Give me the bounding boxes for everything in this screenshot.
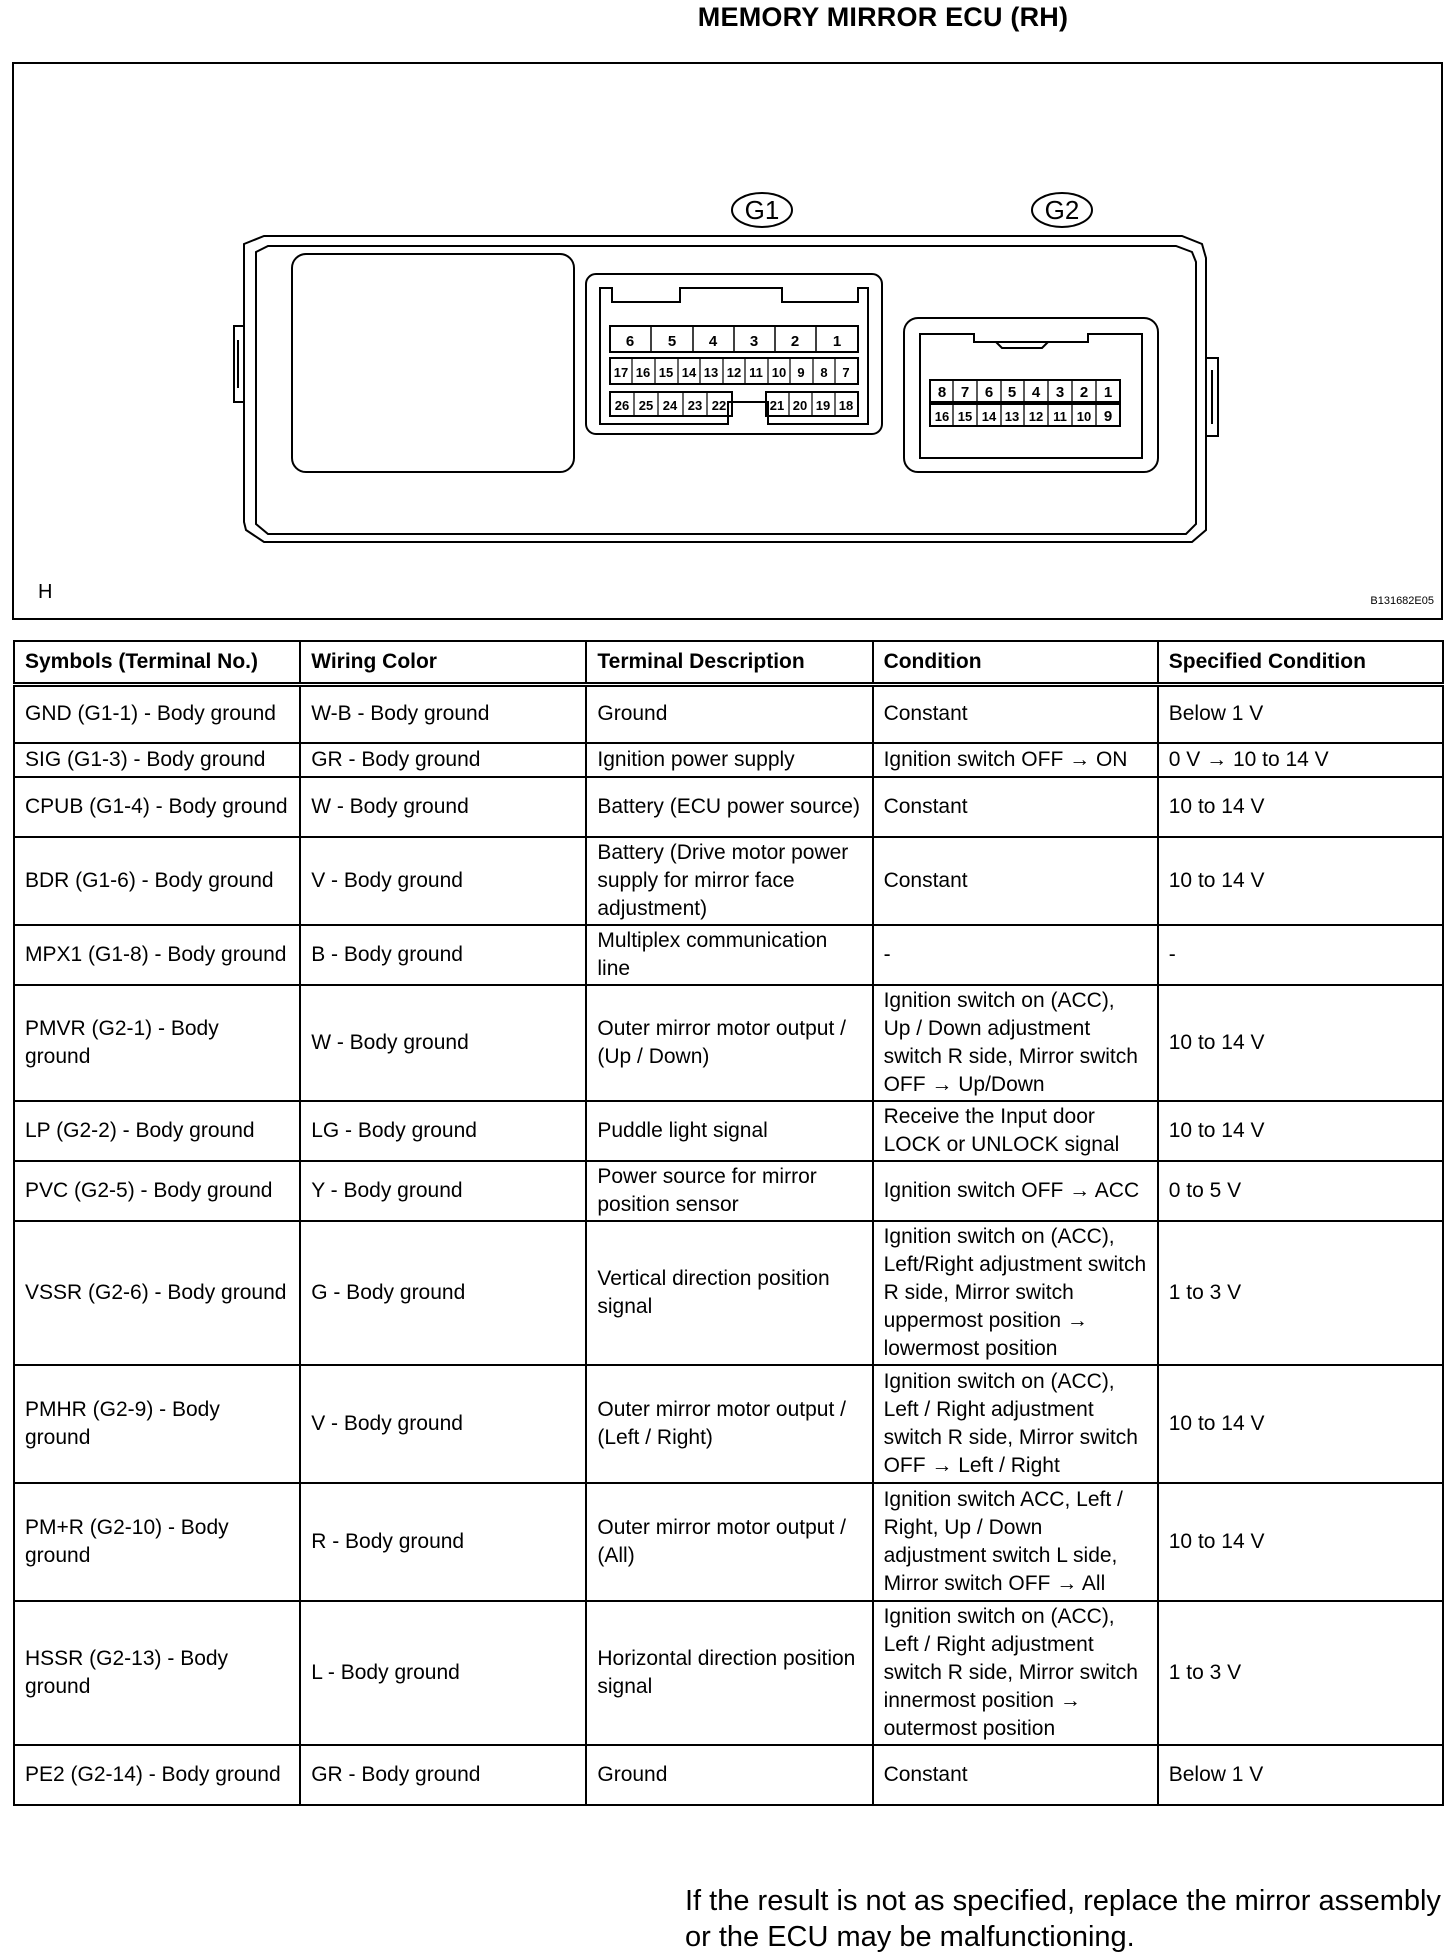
wiring-cell: GR - Body ground	[300, 743, 586, 777]
condition-cell: Constant	[873, 837, 1158, 925]
condition-cell: Constant	[873, 777, 1158, 837]
wiring-cell: R - Body ground	[300, 1483, 586, 1601]
symbol-cell: LP (G2-2) - Body ground	[14, 1101, 300, 1161]
symbol-cell: GND (G1-1) - Body ground	[14, 685, 300, 743]
specified-cell: 0 V → 10 to 14 V	[1158, 743, 1443, 777]
pin-label: 12	[726, 365, 742, 380]
pin-label: 4	[708, 333, 718, 350]
specified-cell: 10 to 14 V	[1158, 837, 1443, 925]
table-row	[14, 1221, 1443, 1365]
condition-cell: -	[873, 925, 1158, 985]
table-row	[14, 985, 1443, 1101]
pin-label: 7	[842, 365, 850, 380]
g2-callout-label: G2	[1044, 195, 1080, 225]
column-header: Wiring Color	[300, 641, 586, 685]
table-row	[14, 685, 1443, 743]
condition-cell: Ignition switch on (ACC), Left/Right adjustment switch R side, Mirror switch uppermost position → lowermost position	[873, 1221, 1158, 1365]
pin-label: 2	[1079, 384, 1089, 401]
description-cell: Battery (ECU power source)	[586, 777, 872, 837]
pin-label: 5	[1007, 384, 1017, 401]
table-row	[14, 1101, 1443, 1161]
result-note: If the result is not as specified, replace the mirror assembly or the ECU may be malfunctioning.	[685, 1885, 1441, 1953]
specified-cell: -	[1158, 925, 1443, 985]
table-row	[14, 837, 1443, 925]
specified-cell: 10 to 14 V	[1158, 1483, 1443, 1601]
figure-frame	[13, 63, 1442, 619]
description-cell: Ground	[586, 1745, 872, 1805]
pin-label: 23	[687, 398, 703, 413]
terminal-spec-table	[13, 640, 1444, 1806]
pin-label: 20	[792, 398, 808, 413]
condition-cell: Receive the Input door LOCK or UNLOCK signal	[873, 1101, 1158, 1161]
wiring-cell: W-B - Body ground	[300, 685, 586, 743]
pin-label: 26	[614, 398, 630, 413]
description-cell: Outer mirror motor output / (Left / Right)	[586, 1365, 872, 1483]
wiring-cell: Y - Body ground	[300, 1161, 586, 1221]
specified-cell: 1 to 3 V	[1158, 1601, 1443, 1745]
pin-label: 1	[832, 333, 842, 350]
specified-cell: 10 to 14 V	[1158, 985, 1443, 1101]
table-row	[14, 777, 1443, 837]
pin-label: 5	[667, 333, 677, 350]
table-row	[14, 1745, 1443, 1805]
pin-label: 17	[613, 365, 629, 380]
page-title: MEMORY MIRROR ECU (RH)	[697, 2, 1069, 32]
connector-figure	[12, 62, 1443, 620]
pin-label: 6	[625, 333, 635, 350]
symbol-cell: PM+R (G2-10) - Body ground	[14, 1483, 300, 1601]
wiring-cell: W - Body ground	[300, 777, 586, 837]
pin-label: 22	[711, 398, 727, 413]
pin-label: 13	[1004, 409, 1020, 424]
symbol-cell: HSSR (G2-13) - Body ground	[14, 1601, 300, 1745]
pin-label: 7	[960, 384, 970, 401]
description-cell: Outer mirror motor output / (Up / Down)	[586, 985, 872, 1101]
pin-label: 9	[797, 365, 805, 380]
symbol-cell: PE2 (G2-14) - Body ground	[14, 1745, 300, 1805]
column-header: Specified Condition	[1158, 641, 1443, 685]
table-row	[14, 1365, 1443, 1483]
pin-label: 3	[1055, 384, 1065, 401]
description-cell: Ground	[586, 685, 872, 743]
table-row	[14, 1161, 1443, 1221]
column-header: Terminal Description	[586, 641, 872, 685]
pin-label: 11	[1053, 409, 1067, 424]
condition-cell: Constant	[873, 1745, 1158, 1805]
wiring-cell: W - Body ground	[300, 985, 586, 1101]
g1-callout-label: G1	[744, 195, 780, 225]
pin-label: 16	[635, 365, 651, 380]
wiring-cell: GR - Body ground	[300, 1745, 586, 1805]
pin-label: 24	[662, 398, 678, 413]
table-row	[14, 743, 1443, 777]
pin-label: 9	[1103, 408, 1113, 425]
pin-label: 3	[749, 333, 759, 350]
connector-g1-row2	[614, 358, 850, 384]
condition-cell: Ignition switch on (ACC), Left / Right adjustment switch R side, Mirror switch innermost position → outermost position	[873, 1601, 1158, 1745]
specified-cell: 0 to 5 V	[1158, 1161, 1443, 1221]
symbol-cell: BDR (G1-6) - Body ground	[14, 837, 300, 925]
condition-cell: Ignition switch on (ACC), Left / Right adjustment switch R side, Mirror switch OFF → Left / Right	[873, 1365, 1158, 1483]
specified-cell: 10 to 14 V	[1158, 1101, 1443, 1161]
description-cell: Multiplex communication line	[586, 925, 872, 985]
condition-cell: Ignition switch on (ACC), Up / Down adjustment switch R side, Mirror switch OFF → Up/Down	[873, 985, 1158, 1101]
condition-cell: Ignition switch OFF → ACC	[873, 1161, 1158, 1221]
pin-label: 15	[957, 409, 973, 424]
pin-label: 21	[769, 398, 785, 413]
pin-label: 1	[1103, 384, 1113, 401]
pin-label: 12	[1028, 409, 1044, 424]
symbol-cell: SIG (G1-3) - Body ground	[14, 743, 300, 777]
specified-cell: 10 to 14 V	[1158, 777, 1443, 837]
column-header: Condition	[873, 641, 1158, 685]
pin-label: 14	[681, 365, 697, 380]
connector-g1-row3	[615, 392, 853, 416]
connector-callouts	[732, 193, 1092, 227]
table-row	[14, 1483, 1443, 1601]
wiring-cell: G - Body ground	[300, 1221, 586, 1365]
description-cell: Outer mirror motor output / (All)	[586, 1483, 872, 1601]
pin-label: 11	[749, 365, 763, 380]
specified-cell: Below 1 V	[1158, 1745, 1443, 1805]
connector-g1-row1	[626, 326, 841, 352]
description-cell: Puddle light signal	[586, 1101, 872, 1161]
table-row	[14, 1601, 1443, 1745]
specified-cell: 10 to 14 V	[1158, 1365, 1443, 1483]
table-row	[14, 925, 1443, 985]
pin-label: 13	[703, 365, 719, 380]
pin-label: 8	[937, 384, 947, 401]
pin-label: 8	[820, 365, 828, 380]
wiring-cell: V - Body ground	[300, 1365, 586, 1483]
table-header-row	[14, 641, 1443, 685]
pin-label: 10	[1076, 409, 1092, 424]
wiring-cell: L - Body ground	[300, 1601, 586, 1745]
pin-label: 6	[984, 384, 994, 401]
pin-label: 14	[981, 409, 997, 424]
connector-g1	[586, 274, 882, 434]
specified-cell: Below 1 V	[1158, 685, 1443, 743]
condition-cell: Ignition switch ACC, Left / Right, Up / Down adjustment switch L side, Mirror switch OFF → All	[873, 1483, 1158, 1601]
condition-cell: Ignition switch OFF → ON	[873, 743, 1158, 777]
symbol-cell: CPUB (G1-4) - Body ground	[14, 777, 300, 837]
pin-label: 25	[638, 398, 654, 413]
symbol-cell: PMHR (G2-9) - Body ground	[14, 1365, 300, 1483]
specified-cell: 1 to 3 V	[1158, 1221, 1443, 1365]
wiring-cell: LG - Body ground	[300, 1101, 586, 1161]
wiring-cell: V - Body ground	[300, 837, 586, 925]
symbol-cell: VSSR (G2-6) - Body ground	[14, 1221, 300, 1365]
view-letter: H	[38, 581, 53, 603]
figure-id: B131682E05	[1370, 595, 1434, 607]
pin-label: 15	[658, 365, 674, 380]
description-cell: Horizontal direction position signal	[586, 1601, 872, 1745]
symbol-cell: PVC (G2-5) - Body ground	[14, 1161, 300, 1221]
wiring-cell: B - Body ground	[300, 925, 586, 985]
pin-label: 10	[771, 365, 787, 380]
ecu-housing	[234, 236, 1218, 542]
pin-label: 2	[790, 333, 800, 350]
symbol-cell: MPX1 (G1-8) - Body ground	[14, 925, 300, 985]
pin-label: 4	[1031, 384, 1041, 401]
column-header: Symbols (Terminal No.)	[14, 641, 300, 685]
condition-cell: Constant	[873, 685, 1158, 743]
pin-label: 18	[838, 398, 854, 413]
symbol-cell: PMVR (G2-1) - Body ground	[14, 985, 300, 1101]
pin-label: 19	[815, 398, 831, 413]
description-cell: Power source for mirror position sensor	[586, 1161, 872, 1221]
description-cell: Ignition power supply	[586, 743, 872, 777]
description-cell: Vertical direction position signal	[586, 1221, 872, 1365]
connector-diagram	[12, 62, 1443, 620]
pin-label: 16	[934, 409, 950, 424]
description-cell: Battery (Drive motor power supply for mirror face adjustment)	[586, 837, 872, 925]
